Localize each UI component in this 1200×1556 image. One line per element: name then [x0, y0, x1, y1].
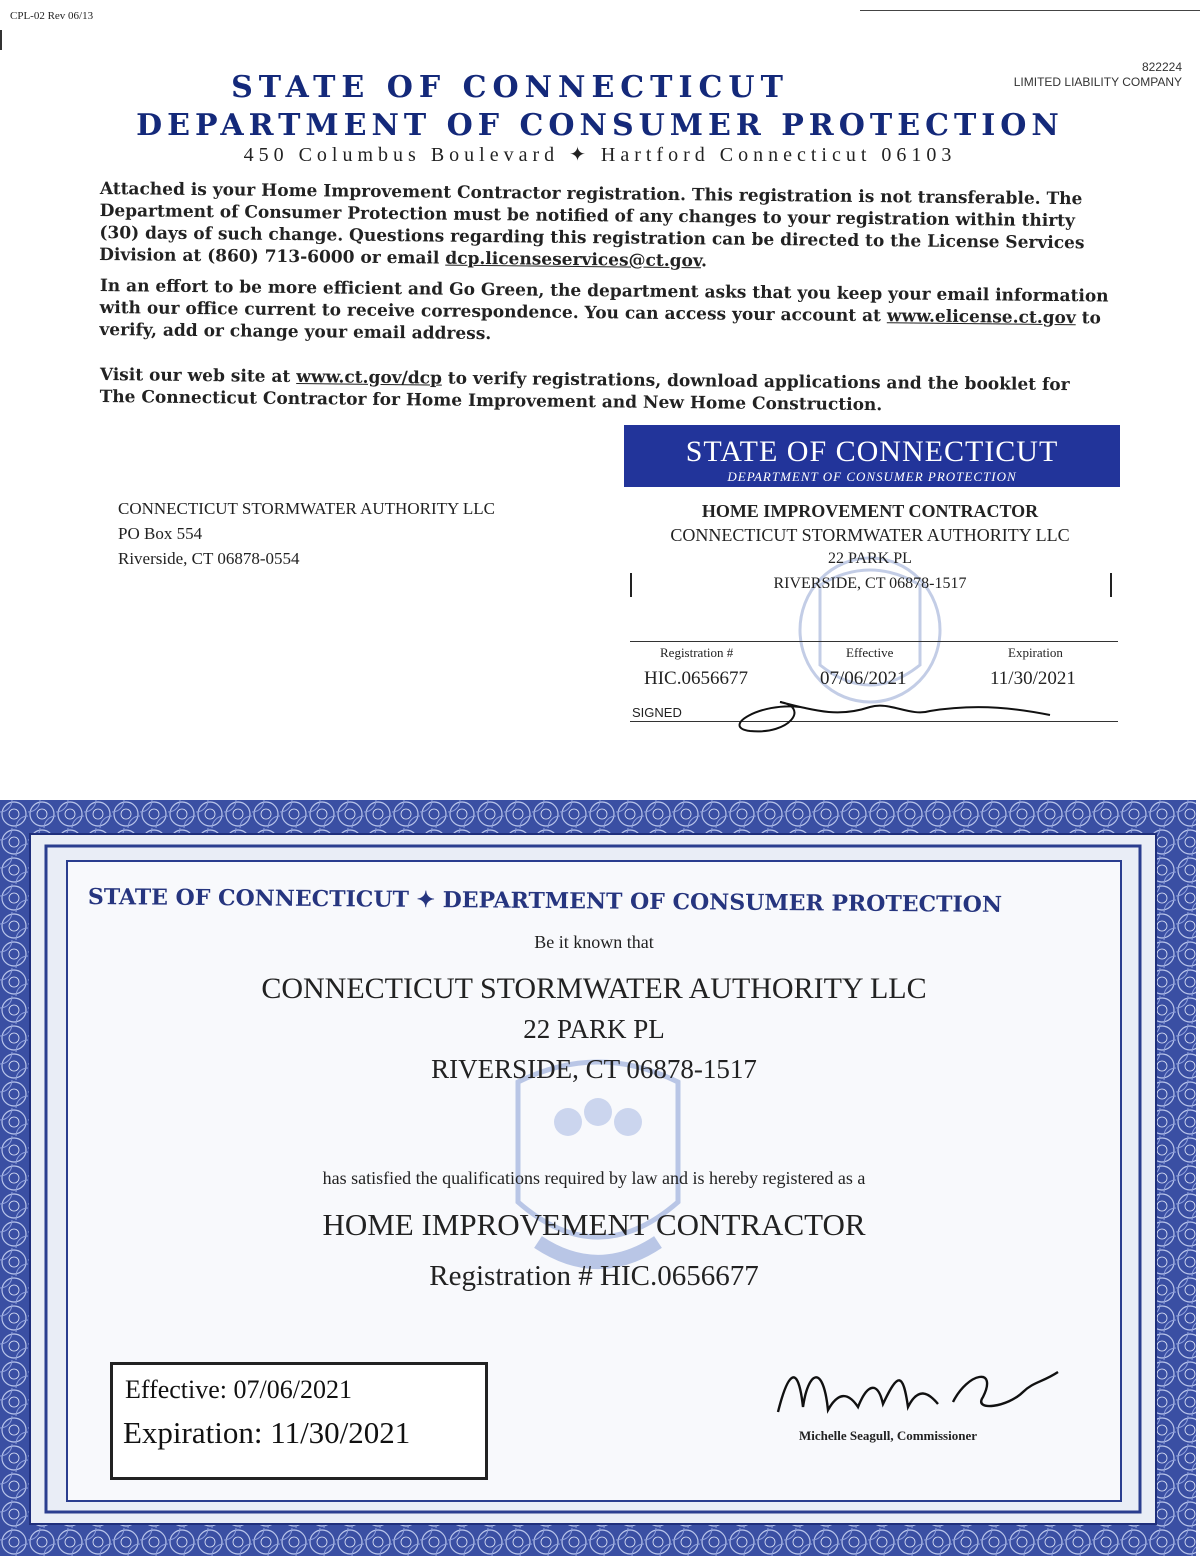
card-dept: DEPARTMENT OF CONSUMER PROTECTION [727, 469, 1017, 484]
commissioner-name: Michelle Seagull, Commissioner [798, 1428, 977, 1443]
certificate-body [66, 860, 1122, 1502]
letter-header-dept: DEPARTMENT OF CONSUMER PROTECTION [136, 108, 1064, 143]
card-reg-value: HIC.0656677 [644, 668, 748, 689]
page-edge-mark [0, 30, 2, 50]
id-number: 822224 [1141, 60, 1182, 74]
p2-end: to verify, add or change your email address. [99, 308, 1102, 345]
top-rule [860, 10, 1200, 11]
card-state: STATE OF CONNECTICUT [685, 435, 1059, 468]
elicense-link[interactable]: www.elicense.ct.gov [886, 306, 1076, 329]
mail-name: CONNECTICUT STORMWATER AUTHORITY LLC [118, 499, 495, 518]
email-link[interactable]: dcp.licenseservices@ct.gov [445, 248, 702, 272]
card-signed-label: SIGNED [632, 705, 682, 720]
certificate-license-type: HOME IMPROVEMENT CONTRACTOR [322, 1207, 866, 1242]
paragraph-website [100, 364, 1110, 419]
paragraph-go-green [99, 275, 1110, 352]
certificate-street: 22 PARK PL [523, 1014, 665, 1044]
p3-end: to verify registrations, download applications and the booklet for The Connecticut Contractor for Home Improvement and New Home Construction. [99, 368, 1070, 416]
card-tick-left [630, 573, 632, 597]
certificate-city: RIVERSIDE, CT 06878-1517 [431, 1054, 757, 1084]
mail-box: PO Box 554 [118, 524, 203, 543]
card-eff-value: 07/06/2021 [820, 668, 907, 689]
p1-end: . [700, 251, 708, 272]
certificate-company-name: CONNECTICUT STORMWATER AUTHORITY LLC [261, 972, 927, 1005]
p1-text: Attached is your Home Improvement Contractor registration. This registration is not transferable. The Department of Consumer Protection must be notified of any changes to your registration within thirty (30) days of such change. Questions regarding this registration can be directed to the License Services Division at (860) 713-6000 or email [99, 178, 1085, 269]
entity-type: LIMITED LIABILITY COMPANY [1013, 75, 1182, 89]
certificate-header: STATE OF CONNECTICUT ✦ DEPARTMENT OF CONSUMER PROTECTION [87, 884, 1003, 918]
card-license-type: HOME IMPROVEMENT CONTRACTOR [701, 501, 1039, 521]
certificate-qualification-statement: has satisfied the qualifications required by law and is hereby registered as a [322, 1168, 866, 1188]
card-reg-label: Registration # [660, 645, 734, 660]
be-it-known: Be it known that [534, 932, 654, 952]
card-eff-label: Effective [846, 645, 894, 660]
certificate-registration-number: Registration # HIC.0656677 [429, 1260, 759, 1292]
card-exp-label: Expiration [1008, 645, 1063, 660]
letter-header-address: 450 Columbus Boulevard ✦ Hartford Connecticut 06103 [243, 144, 957, 166]
certificate [0, 800, 1196, 1556]
card-fields-rule [630, 641, 1118, 642]
certificate-date-box [110, 1362, 488, 1480]
mail-city: Riverside, CT 06878-0554 [118, 549, 300, 568]
card-signature [720, 687, 1060, 737]
paragraph-registration-info [99, 178, 1110, 277]
wallet-card [620, 425, 1120, 740]
card-tick-right [1110, 573, 1112, 597]
commissioner-signature [768, 1352, 1068, 1432]
card-street: 22 PARK PL [828, 550, 912, 567]
p2-text: In an effort to be more efficient and Go Green, the department asks that you keep your email information with our office current to receive correspondence. You can access your account at [99, 275, 1109, 327]
letter-header-state: STATE OF CONNECTICUT [231, 70, 789, 105]
card-company-name: CONNECTICUT STORMWATER AUTHORITY LLC [670, 525, 1070, 545]
p3-text: Visit our web site at [99, 364, 297, 388]
dcp-website-link[interactable]: www.ct.gov/dcp [296, 367, 443, 389]
card-exp-value: 11/30/2021 [990, 668, 1076, 689]
card-city: RIVERSIDE, CT 06878-1517 [773, 575, 967, 592]
certificate-expiration: Expiration: 11/30/2021 [123, 1415, 411, 1450]
form-code: CPL-02 Rev 06/13 [10, 10, 94, 22]
mailing-address [118, 496, 495, 571]
card-header-band [624, 425, 1120, 487]
certificate-effective: Effective: 07/06/2021 [125, 1375, 352, 1404]
